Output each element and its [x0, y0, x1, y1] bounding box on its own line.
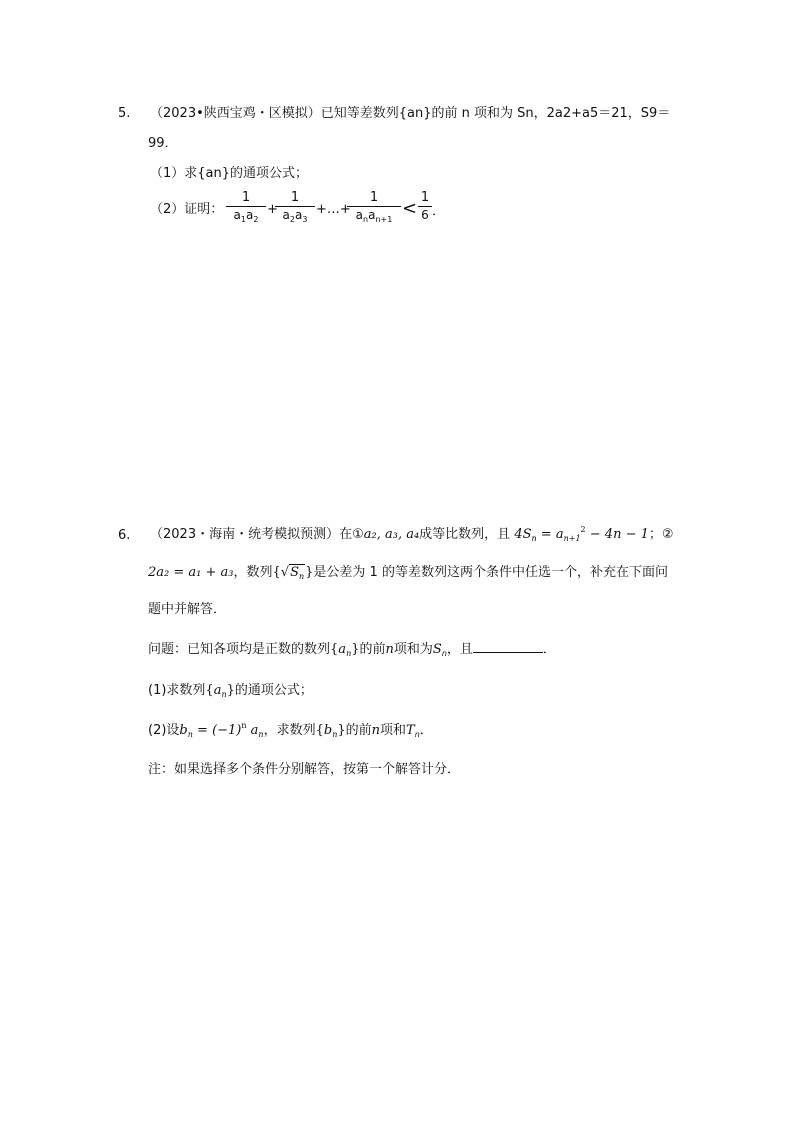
- q6-geometric-terms: a₂, a₃, a₄: [363, 527, 420, 542]
- fraction-denominator: $a_2a_3$: [282, 208, 308, 224]
- q6-note: 注：如果选择多个条件分别解答，按第一个解答计分．: [148, 762, 461, 777]
- fraction-numerator: 1: [369, 190, 379, 205]
- q5-part2-label: （2）证明：: [150, 202, 224, 217]
- q5-fraction-3: [347, 190, 401, 224]
- fraction-numerator: 1: [290, 190, 300, 205]
- q6-line3: 题中并解答．: [148, 602, 227, 617]
- q5-line2: 99．: [148, 136, 178, 151]
- q5-fraction-2: [275, 190, 315, 224]
- fraction-bar: [418, 206, 432, 207]
- q6-part1: (1)求数列$\{a_n\}$的通项公式；: [148, 683, 313, 699]
- fraction-bar: [275, 206, 315, 207]
- q6-condition2-formula: 2a₂ = a₁ + a₃: [148, 565, 234, 580]
- fraction-numerator: 1: [241, 190, 251, 205]
- fraction-denominator: $a_na_{n+1}$: [355, 208, 393, 224]
- ellipsis-plus: +…+: [316, 202, 351, 217]
- fraction-bar: [347, 206, 401, 207]
- q5-fraction-4: [418, 190, 432, 222]
- less-than-sign: <: [402, 198, 418, 219]
- q6-sqrt-sequence: $\{√S_n\}$: [272, 565, 314, 581]
- q6-line1: （2023・海南・统考模拟预测）在①a₂, a₃, a₄成等比数列，且 $4S_n = a_{n+1}^2 - 4n - 1$；②: [150, 525, 674, 543]
- q6-part2: (2)设$b_n = (-1)^n$ $a_n$，求数列$\{b_n\}$的前n项和$T_n$．: [148, 721, 433, 739]
- fraction-denominator: $a_1a_2$: [233, 208, 259, 224]
- q5-fraction-1: [226, 190, 266, 224]
- answer-blank: [473, 640, 543, 653]
- q6-condition1-formula: $4S_n = a_{n+1}^2 - 4n - 1$: [514, 525, 649, 543]
- q5-part1: （1）求{an}的通项公式；: [150, 166, 309, 181]
- q5-number: 5.: [118, 106, 131, 121]
- q6-number: 6.: [118, 528, 131, 543]
- q6-problem: 问题：已知各项均是正数的数列$\{a_n\}$的前n项和为$S_n$，且 ．: [148, 642, 556, 658]
- fraction-bar: [226, 206, 266, 207]
- q5-line1: （2023•陕西宝鸡・区模拟）已知等差数列{an}的前 n 项和为 Sn，2a2+a5＝21，S9＝: [150, 106, 671, 121]
- fraction-numerator: 1: [420, 190, 430, 205]
- q5-period: ．: [432, 204, 446, 219]
- plus-sign: +: [267, 202, 278, 217]
- q6-line2: 2a₂ = a₁ + a₃，数列$\{√S_n\}$是公差为 1 的等差数列这两个条件中任选一个，补充在下面问: [148, 565, 668, 581]
- fraction-denominator: 6: [421, 208, 429, 222]
